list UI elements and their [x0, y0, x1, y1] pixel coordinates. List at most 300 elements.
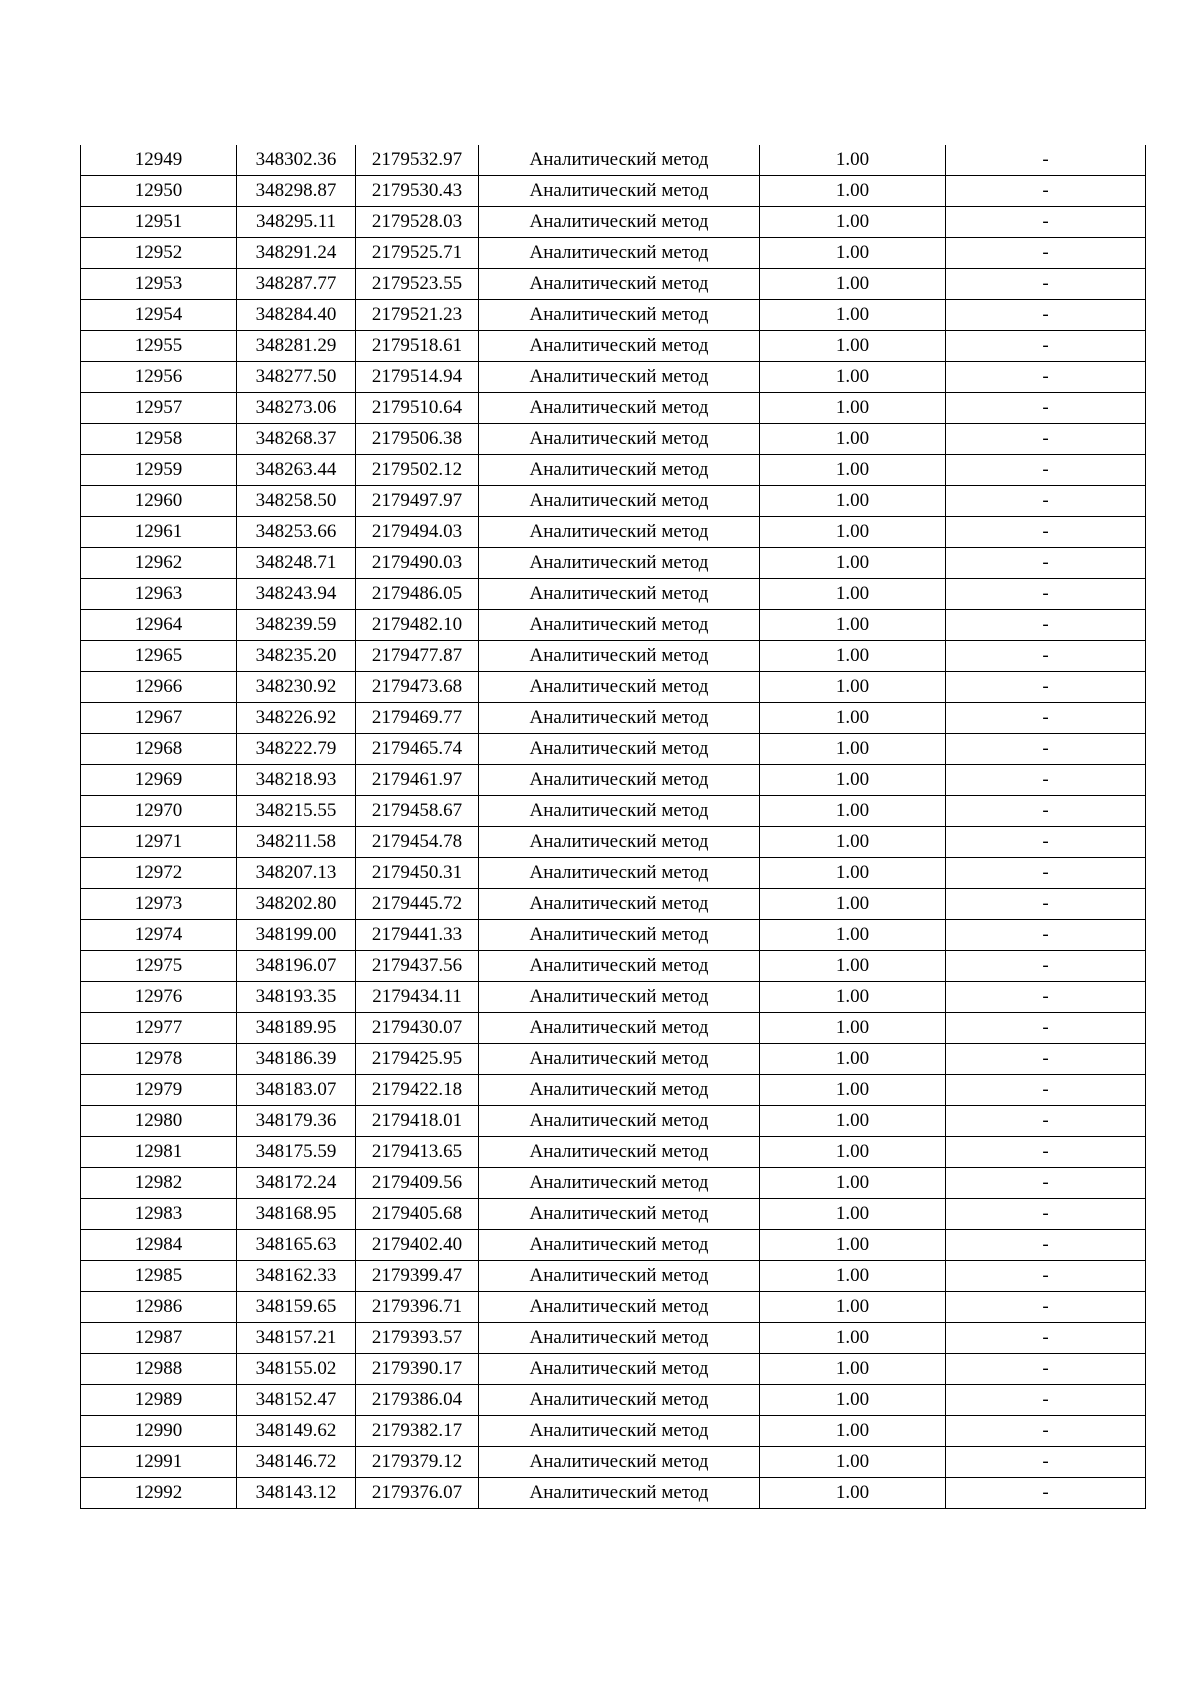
coordinates-table	[80, 145, 1146, 1509]
x-coordinate-cell: 348155.02	[237, 1354, 356, 1385]
point-number-cell: 12961	[81, 517, 237, 548]
point-number-cell: 12967	[81, 703, 237, 734]
point-number-cell: 12978	[81, 1044, 237, 1075]
method-cell: Аналитический метод	[479, 455, 760, 486]
y-coordinate-cell: 2179502.12	[356, 455, 479, 486]
x-coordinate-cell: 348172.24	[237, 1168, 356, 1199]
x-coordinate-cell: 348146.72	[237, 1447, 356, 1478]
x-coordinate-cell: 348222.79	[237, 734, 356, 765]
y-coordinate-cell: 2179497.97	[356, 486, 479, 517]
x-coordinate-cell: 348196.07	[237, 951, 356, 982]
description-cell: -	[946, 765, 1146, 796]
y-coordinate-cell: 2179386.04	[356, 1385, 479, 1416]
x-coordinate-cell: 348295.11	[237, 207, 356, 238]
point-number-cell: 12980	[81, 1106, 237, 1137]
description-cell: -	[946, 1075, 1146, 1106]
table-row	[81, 1044, 1146, 1075]
accuracy-cell: 1.00	[760, 703, 946, 734]
table-row	[81, 672, 1146, 703]
point-number-cell: 12984	[81, 1230, 237, 1261]
method-cell: Аналитический метод	[479, 300, 760, 331]
x-coordinate-cell: 348235.20	[237, 641, 356, 672]
method-cell: Аналитический метод	[479, 641, 760, 672]
x-coordinate-cell: 348302.36	[237, 145, 356, 176]
description-cell: -	[946, 951, 1146, 982]
point-number-cell: 12981	[81, 1137, 237, 1168]
method-cell: Аналитический метод	[479, 1044, 760, 1075]
point-number-cell: 12968	[81, 734, 237, 765]
table-row	[81, 424, 1146, 455]
method-cell: Аналитический метод	[479, 610, 760, 641]
table-row	[81, 951, 1146, 982]
table-row	[81, 548, 1146, 579]
table-row	[81, 145, 1146, 176]
accuracy-cell: 1.00	[760, 362, 946, 393]
accuracy-cell: 1.00	[760, 269, 946, 300]
y-coordinate-cell: 2179396.71	[356, 1292, 479, 1323]
accuracy-cell: 1.00	[760, 331, 946, 362]
point-number-cell: 12982	[81, 1168, 237, 1199]
table-row	[81, 1292, 1146, 1323]
point-number-cell: 12983	[81, 1199, 237, 1230]
description-cell: -	[946, 1230, 1146, 1261]
accuracy-cell: 1.00	[760, 796, 946, 827]
x-coordinate-cell: 348168.95	[237, 1199, 356, 1230]
description-cell: -	[946, 920, 1146, 951]
method-cell: Аналитический метод	[479, 486, 760, 517]
accuracy-cell: 1.00	[760, 1168, 946, 1199]
method-cell: Аналитический метод	[479, 1168, 760, 1199]
y-coordinate-cell: 2179405.68	[356, 1199, 479, 1230]
y-coordinate-cell: 2179430.07	[356, 1013, 479, 1044]
y-coordinate-cell: 2179399.47	[356, 1261, 479, 1292]
method-cell: Аналитический метод	[479, 176, 760, 207]
accuracy-cell: 1.00	[760, 827, 946, 858]
table-row	[81, 455, 1146, 486]
y-coordinate-cell: 2179506.38	[356, 424, 479, 455]
accuracy-cell: 1.00	[760, 889, 946, 920]
table-row	[81, 1323, 1146, 1354]
description-cell: -	[946, 1168, 1146, 1199]
method-cell: Аналитический метод	[479, 1261, 760, 1292]
point-number-cell: 12991	[81, 1447, 237, 1478]
method-cell: Аналитический метод	[479, 1354, 760, 1385]
y-coordinate-cell: 2179409.56	[356, 1168, 479, 1199]
x-coordinate-cell: 348243.94	[237, 579, 356, 610]
y-coordinate-cell: 2179473.68	[356, 672, 479, 703]
method-cell: Аналитический метод	[479, 517, 760, 548]
x-coordinate-cell: 348215.55	[237, 796, 356, 827]
table-row	[81, 393, 1146, 424]
accuracy-cell: 1.00	[760, 1199, 946, 1230]
x-coordinate-cell: 348175.59	[237, 1137, 356, 1168]
point-number-cell: 12973	[81, 889, 237, 920]
x-coordinate-cell: 348199.00	[237, 920, 356, 951]
y-coordinate-cell: 2179490.03	[356, 548, 479, 579]
accuracy-cell: 1.00	[760, 424, 946, 455]
description-cell: -	[946, 207, 1146, 238]
x-coordinate-cell: 348284.40	[237, 300, 356, 331]
x-coordinate-cell: 348193.35	[237, 982, 356, 1013]
accuracy-cell: 1.00	[760, 1385, 946, 1416]
method-cell: Аналитический метод	[479, 920, 760, 951]
table-row	[81, 1447, 1146, 1478]
point-number-cell: 12958	[81, 424, 237, 455]
x-coordinate-cell: 348226.92	[237, 703, 356, 734]
x-coordinate-cell: 348165.63	[237, 1230, 356, 1261]
method-cell: Аналитический метод	[479, 951, 760, 982]
method-cell: Аналитический метод	[479, 1199, 760, 1230]
method-cell: Аналитический метод	[479, 393, 760, 424]
accuracy-cell: 1.00	[760, 1478, 946, 1509]
y-coordinate-cell: 2179469.77	[356, 703, 479, 734]
x-coordinate-cell: 348152.47	[237, 1385, 356, 1416]
description-cell: -	[946, 393, 1146, 424]
method-cell: Аналитический метод	[479, 1075, 760, 1106]
y-coordinate-cell: 2179441.33	[356, 920, 479, 951]
table-row	[81, 734, 1146, 765]
method-cell: Аналитический метод	[479, 765, 760, 796]
y-coordinate-cell: 2179434.11	[356, 982, 479, 1013]
table-row	[81, 827, 1146, 858]
x-coordinate-cell: 348183.07	[237, 1075, 356, 1106]
method-cell: Аналитический метод	[479, 703, 760, 734]
method-cell: Аналитический метод	[479, 1106, 760, 1137]
y-coordinate-cell: 2179454.78	[356, 827, 479, 858]
method-cell: Аналитический метод	[479, 269, 760, 300]
method-cell: Аналитический метод	[479, 1137, 760, 1168]
point-number-cell: 12979	[81, 1075, 237, 1106]
table-row	[81, 1261, 1146, 1292]
method-cell: Аналитический метод	[479, 982, 760, 1013]
accuracy-cell: 1.00	[760, 393, 946, 424]
x-coordinate-cell: 348248.71	[237, 548, 356, 579]
accuracy-cell: 1.00	[760, 145, 946, 176]
x-coordinate-cell: 348149.62	[237, 1416, 356, 1447]
description-cell: -	[946, 1106, 1146, 1137]
y-coordinate-cell: 2179518.61	[356, 331, 479, 362]
description-cell: -	[946, 176, 1146, 207]
description-cell: -	[946, 486, 1146, 517]
method-cell: Аналитический метод	[479, 331, 760, 362]
table-row	[81, 1354, 1146, 1385]
point-number-cell: 12969	[81, 765, 237, 796]
table-row	[81, 703, 1146, 734]
point-number-cell: 12977	[81, 1013, 237, 1044]
point-number-cell: 12971	[81, 827, 237, 858]
description-cell: -	[946, 1323, 1146, 1354]
accuracy-cell: 1.00	[760, 1416, 946, 1447]
x-coordinate-cell: 348186.39	[237, 1044, 356, 1075]
y-coordinate-cell: 2179422.18	[356, 1075, 479, 1106]
x-coordinate-cell: 348253.66	[237, 517, 356, 548]
accuracy-cell: 1.00	[760, 951, 946, 982]
table-row	[81, 176, 1146, 207]
description-cell: -	[946, 579, 1146, 610]
point-number-cell: 12990	[81, 1416, 237, 1447]
method-cell: Аналитический метод	[479, 734, 760, 765]
point-number-cell: 12974	[81, 920, 237, 951]
table-row	[81, 331, 1146, 362]
description-cell: -	[946, 1447, 1146, 1478]
y-coordinate-cell: 2179458.67	[356, 796, 479, 827]
point-number-cell: 12962	[81, 548, 237, 579]
x-coordinate-cell: 348207.13	[237, 858, 356, 889]
accuracy-cell: 1.00	[760, 455, 946, 486]
x-coordinate-cell: 348239.59	[237, 610, 356, 641]
x-coordinate-cell: 348162.33	[237, 1261, 356, 1292]
accuracy-cell: 1.00	[760, 1447, 946, 1478]
accuracy-cell: 1.00	[760, 300, 946, 331]
table-row	[81, 1168, 1146, 1199]
y-coordinate-cell: 2179437.56	[356, 951, 479, 982]
point-number-cell: 12963	[81, 579, 237, 610]
point-number-cell: 12956	[81, 362, 237, 393]
description-cell: -	[946, 1416, 1146, 1447]
y-coordinate-cell: 2179530.43	[356, 176, 479, 207]
x-coordinate-cell: 348258.50	[237, 486, 356, 517]
table-row	[81, 920, 1146, 951]
accuracy-cell: 1.00	[760, 765, 946, 796]
accuracy-cell: 1.00	[760, 517, 946, 548]
description-cell: -	[946, 610, 1146, 641]
y-coordinate-cell: 2179523.55	[356, 269, 479, 300]
description-cell: -	[946, 1199, 1146, 1230]
x-coordinate-cell: 348263.44	[237, 455, 356, 486]
x-coordinate-cell: 348159.65	[237, 1292, 356, 1323]
description-cell: -	[946, 145, 1146, 176]
point-number-cell: 12976	[81, 982, 237, 1013]
accuracy-cell: 1.00	[760, 734, 946, 765]
y-coordinate-cell: 2179525.71	[356, 238, 479, 269]
accuracy-cell: 1.00	[760, 610, 946, 641]
table-row	[81, 300, 1146, 331]
method-cell: Аналитический метод	[479, 145, 760, 176]
accuracy-cell: 1.00	[760, 672, 946, 703]
accuracy-cell: 1.00	[760, 920, 946, 951]
accuracy-cell: 1.00	[760, 176, 946, 207]
accuracy-cell: 1.00	[760, 1106, 946, 1137]
method-cell: Аналитический метод	[479, 1292, 760, 1323]
table-row	[81, 517, 1146, 548]
point-number-cell: 12949	[81, 145, 237, 176]
point-number-cell: 12952	[81, 238, 237, 269]
method-cell: Аналитический метод	[479, 796, 760, 827]
y-coordinate-cell: 2179514.94	[356, 362, 479, 393]
description-cell: -	[946, 827, 1146, 858]
table-row	[81, 1137, 1146, 1168]
x-coordinate-cell: 348281.29	[237, 331, 356, 362]
y-coordinate-cell: 2179465.74	[356, 734, 479, 765]
description-cell: -	[946, 1354, 1146, 1385]
accuracy-cell: 1.00	[760, 858, 946, 889]
table-row	[81, 486, 1146, 517]
y-coordinate-cell: 2179450.31	[356, 858, 479, 889]
table-row	[81, 362, 1146, 393]
description-cell: -	[946, 641, 1146, 672]
method-cell: Аналитический метод	[479, 827, 760, 858]
table-row	[81, 1230, 1146, 1261]
point-number-cell: 12964	[81, 610, 237, 641]
point-number-cell: 12954	[81, 300, 237, 331]
table-row	[81, 982, 1146, 1013]
table-row	[81, 238, 1146, 269]
method-cell: Аналитический метод	[479, 548, 760, 579]
y-coordinate-cell: 2179486.05	[356, 579, 479, 610]
table-row	[81, 889, 1146, 920]
x-coordinate-cell: 348268.37	[237, 424, 356, 455]
x-coordinate-cell: 348230.92	[237, 672, 356, 703]
x-coordinate-cell: 348291.24	[237, 238, 356, 269]
description-cell: -	[946, 1044, 1146, 1075]
y-coordinate-cell: 2179445.72	[356, 889, 479, 920]
description-cell: -	[946, 238, 1146, 269]
x-coordinate-cell: 348298.87	[237, 176, 356, 207]
x-coordinate-cell: 348211.58	[237, 827, 356, 858]
table-row	[81, 610, 1146, 641]
method-cell: Аналитический метод	[479, 362, 760, 393]
x-coordinate-cell: 348287.77	[237, 269, 356, 300]
point-number-cell: 12957	[81, 393, 237, 424]
description-cell: -	[946, 1261, 1146, 1292]
table-row	[81, 579, 1146, 610]
description-cell: -	[946, 269, 1146, 300]
description-cell: -	[946, 982, 1146, 1013]
y-coordinate-cell: 2179393.57	[356, 1323, 479, 1354]
method-cell: Аналитический метод	[479, 672, 760, 703]
x-coordinate-cell: 348202.80	[237, 889, 356, 920]
accuracy-cell: 1.00	[760, 1354, 946, 1385]
x-coordinate-cell: 348189.95	[237, 1013, 356, 1044]
accuracy-cell: 1.00	[760, 238, 946, 269]
table-row	[81, 1106, 1146, 1137]
method-cell: Аналитический метод	[479, 579, 760, 610]
method-cell: Аналитический метод	[479, 1230, 760, 1261]
y-coordinate-cell: 2179382.17	[356, 1416, 479, 1447]
point-number-cell: 12960	[81, 486, 237, 517]
y-coordinate-cell: 2179528.03	[356, 207, 479, 238]
x-coordinate-cell: 348277.50	[237, 362, 356, 393]
point-number-cell: 12955	[81, 331, 237, 362]
method-cell: Аналитический метод	[479, 1447, 760, 1478]
point-number-cell: 12987	[81, 1323, 237, 1354]
accuracy-cell: 1.00	[760, 982, 946, 1013]
description-cell: -	[946, 734, 1146, 765]
table-row	[81, 1199, 1146, 1230]
description-cell: -	[946, 424, 1146, 455]
description-cell: -	[946, 1385, 1146, 1416]
table-row	[81, 641, 1146, 672]
point-number-cell: 12966	[81, 672, 237, 703]
method-cell: Аналитический метод	[479, 858, 760, 889]
accuracy-cell: 1.00	[760, 1013, 946, 1044]
y-coordinate-cell: 2179376.07	[356, 1478, 479, 1509]
y-coordinate-cell: 2179521.23	[356, 300, 479, 331]
accuracy-cell: 1.00	[760, 207, 946, 238]
point-number-cell: 12959	[81, 455, 237, 486]
table-row	[81, 1013, 1146, 1044]
table-row	[81, 765, 1146, 796]
x-coordinate-cell: 348218.93	[237, 765, 356, 796]
y-coordinate-cell: 2179425.95	[356, 1044, 479, 1075]
point-number-cell: 12975	[81, 951, 237, 982]
x-coordinate-cell: 348179.36	[237, 1106, 356, 1137]
description-cell: -	[946, 1137, 1146, 1168]
description-cell: -	[946, 455, 1146, 486]
description-cell: -	[946, 1292, 1146, 1323]
point-number-cell: 12989	[81, 1385, 237, 1416]
point-number-cell: 12992	[81, 1478, 237, 1509]
accuracy-cell: 1.00	[760, 579, 946, 610]
table-row	[81, 1416, 1146, 1447]
description-cell: -	[946, 331, 1146, 362]
accuracy-cell: 1.00	[760, 1261, 946, 1292]
table-row	[81, 1075, 1146, 1106]
point-number-cell: 12965	[81, 641, 237, 672]
y-coordinate-cell: 2179379.12	[356, 1447, 479, 1478]
point-number-cell: 12985	[81, 1261, 237, 1292]
y-coordinate-cell: 2179461.97	[356, 765, 479, 796]
y-coordinate-cell: 2179482.10	[356, 610, 479, 641]
table-row	[81, 1478, 1146, 1509]
table-row	[81, 796, 1146, 827]
point-number-cell: 12970	[81, 796, 237, 827]
y-coordinate-cell: 2179532.97	[356, 145, 479, 176]
method-cell: Аналитический метод	[479, 1385, 760, 1416]
method-cell: Аналитический метод	[479, 424, 760, 455]
table-row	[81, 269, 1146, 300]
point-number-cell: 12988	[81, 1354, 237, 1385]
y-coordinate-cell: 2179510.64	[356, 393, 479, 424]
description-cell: -	[946, 1478, 1146, 1509]
accuracy-cell: 1.00	[760, 1292, 946, 1323]
y-coordinate-cell: 2179413.65	[356, 1137, 479, 1168]
coordinates-table-body	[81, 145, 1146, 1509]
table-row	[81, 1385, 1146, 1416]
description-cell: -	[946, 517, 1146, 548]
description-cell: -	[946, 858, 1146, 889]
y-coordinate-cell: 2179402.40	[356, 1230, 479, 1261]
accuracy-cell: 1.00	[760, 641, 946, 672]
description-cell: -	[946, 672, 1146, 703]
description-cell: -	[946, 1013, 1146, 1044]
y-coordinate-cell: 2179418.01	[356, 1106, 479, 1137]
x-coordinate-cell: 348273.06	[237, 393, 356, 424]
table-row	[81, 858, 1146, 889]
description-cell: -	[946, 703, 1146, 734]
accuracy-cell: 1.00	[760, 1137, 946, 1168]
description-cell: -	[946, 796, 1146, 827]
description-cell: -	[946, 548, 1146, 579]
description-cell: -	[946, 362, 1146, 393]
method-cell: Аналитический метод	[479, 1323, 760, 1354]
accuracy-cell: 1.00	[760, 1323, 946, 1354]
point-number-cell: 12986	[81, 1292, 237, 1323]
accuracy-cell: 1.00	[760, 486, 946, 517]
y-coordinate-cell: 2179494.03	[356, 517, 479, 548]
y-coordinate-cell: 2179477.87	[356, 641, 479, 672]
method-cell: Аналитический метод	[479, 1416, 760, 1447]
method-cell: Аналитический метод	[479, 889, 760, 920]
accuracy-cell: 1.00	[760, 1044, 946, 1075]
accuracy-cell: 1.00	[760, 1075, 946, 1106]
accuracy-cell: 1.00	[760, 548, 946, 579]
description-cell: -	[946, 300, 1146, 331]
y-coordinate-cell: 2179390.17	[356, 1354, 479, 1385]
method-cell: Аналитический метод	[479, 1013, 760, 1044]
description-cell: -	[946, 889, 1146, 920]
point-number-cell: 12972	[81, 858, 237, 889]
